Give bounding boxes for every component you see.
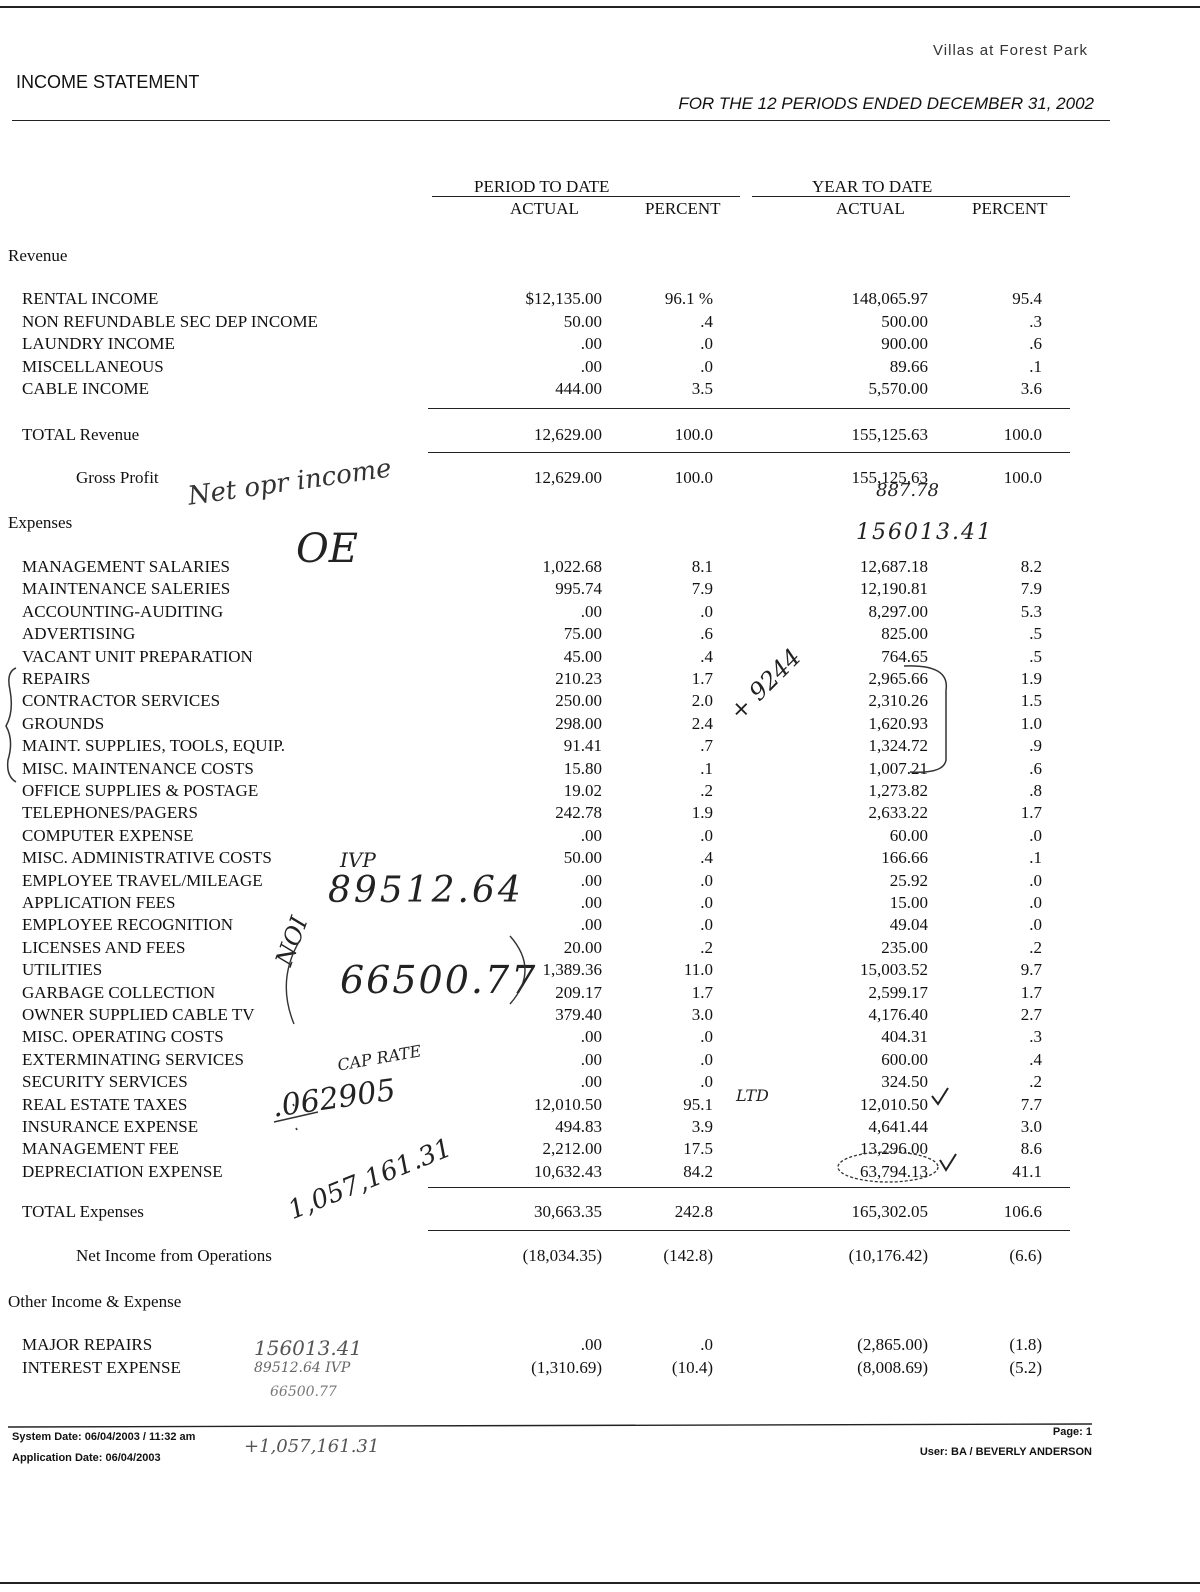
row-label: COMPUTER EXPENSE <box>22 825 194 845</box>
col-period-actual: ACTUAL <box>510 199 579 218</box>
year-actual: 2,965.66 <box>868 669 928 688</box>
noi-arc-right <box>510 936 525 1004</box>
year-actual: 12,687.18 <box>860 557 928 576</box>
year-actual: 12,190.81 <box>860 579 928 599</box>
year-percent: .0 <box>1029 870 1042 890</box>
period-percent: 242.8 <box>674 1202 713 1221</box>
year-actual: 4,641.44 <box>868 1117 928 1136</box>
section-expenses: Expenses <box>8 513 73 532</box>
row-label: OWNER SUPPLIED CABLE TV <box>22 1005 255 1024</box>
period-actual: 30,663.35 <box>534 1202 602 1221</box>
handwritten-oe: OE <box>296 526 358 572</box>
year-percent: 1.0 <box>1020 713 1042 733</box>
year-actual: (10,176.42) <box>848 1246 928 1265</box>
period-percent: .7 <box>700 736 713 756</box>
year-actual: 1,273.82 <box>868 781 928 800</box>
section-revenue: Revenue <box>8 246 68 265</box>
period-percent: 3.0 <box>691 1005 713 1024</box>
year-percent: 41.1 <box>1012 1161 1042 1181</box>
year-percent: .1 <box>1029 848 1042 868</box>
col-group-period: PERIOD TO DATE <box>474 177 610 196</box>
period-actual: .00 <box>580 1027 602 1047</box>
row-label: TOTAL Expenses <box>22 1202 144 1221</box>
row-label: EMPLOYEE RECOGNITION <box>22 915 234 935</box>
year-percent: (5.2) <box>1009 1357 1042 1377</box>
year-actual: 166.66 <box>881 848 928 868</box>
period-percent: 2.0 <box>691 691 713 711</box>
year-percent: .2 <box>1029 937 1042 957</box>
row-label: TELEPHONES/PAGERS <box>22 803 199 823</box>
year-actual: 49.04 <box>889 915 928 935</box>
period-actual: 444.00 <box>555 379 602 398</box>
period-actual: .00 <box>580 334 602 353</box>
row-label: INTEREST EXPENSE <box>22 1357 181 1377</box>
bottom-border <box>0 1582 1200 1584</box>
handwritten-cap-rate: CAP RATE <box>336 1041 423 1075</box>
handwritten-bracket-sum: + 9244 <box>724 643 807 726</box>
period-actual: .00 <box>580 870 602 890</box>
period-percent: .0 <box>700 893 713 912</box>
noi-arc-left <box>286 940 300 1024</box>
row-label: TOTAL Revenue <box>22 425 140 444</box>
period-actual: 20.00 <box>563 937 602 957</box>
row-label: MISC. ADMINISTRATIVE COSTS <box>22 848 272 868</box>
year-actual: 15,003.52 <box>860 960 928 980</box>
period-percent: .2 <box>700 781 713 800</box>
period-actual: 12,629.00 <box>534 468 602 487</box>
row-label: ADVERTISING <box>22 624 136 644</box>
period-actual: .00 <box>580 356 602 376</box>
handwritten-cap-value: .062905 <box>270 1072 398 1125</box>
row-label: MISC. OPERATING COSTS <box>22 1027 224 1047</box>
period-percent: 8.1 <box>691 557 713 576</box>
period-actual: .00 <box>580 915 602 935</box>
year-percent: 7.9 <box>1020 579 1042 599</box>
year-actual: 89.66 <box>889 356 928 376</box>
period-actual: 1,389.36 <box>542 960 602 980</box>
period-percent: 84.2 <box>683 1161 713 1181</box>
year-actual: (2,865.00) <box>857 1335 928 1354</box>
period-actual: 379.40 <box>555 1005 602 1024</box>
handwritten-ivp-label: IVP <box>340 848 376 872</box>
period-actual: .00 <box>580 1049 602 1069</box>
footer-rule <box>8 1424 1092 1427</box>
year-actual: 12,010.50 <box>860 1094 928 1114</box>
year-percent: 100.0 <box>1003 425 1042 444</box>
year-percent: 3.0 <box>1020 1117 1042 1136</box>
row-label: RENTAL INCOME <box>22 289 159 308</box>
year-percent: .8 <box>1029 781 1042 800</box>
year-percent: 1.7 <box>1020 803 1042 823</box>
row-label: MAINTENANCE SALERIES <box>22 579 231 599</box>
col-group-year: YEAR TO DATE <box>812 177 933 196</box>
year-actual: 8,297.00 <box>868 601 928 621</box>
check-mark-depreciation <box>940 1154 956 1170</box>
period-percent: .0 <box>700 825 713 845</box>
report-title: INCOME STATEMENT <box>16 72 200 92</box>
period-actual: 15.80 <box>563 758 602 778</box>
year-percent: 1.5 <box>1020 691 1042 711</box>
period-actual: .00 <box>580 1335 602 1354</box>
handwritten-ltd: LTD <box>736 1086 769 1105</box>
period-actual: 298.00 <box>555 713 602 733</box>
row-label: UTILITIES <box>22 960 103 980</box>
year-actual: 2,599.17 <box>868 982 928 1002</box>
year-actual: 155,125.63 <box>851 425 928 444</box>
period-percent: (10.4) <box>671 1357 713 1377</box>
check-mark-taxes <box>932 1088 948 1104</box>
year-actual: 15.00 <box>889 893 928 912</box>
row-label: CONTRACTOR SERVICES <box>22 691 221 711</box>
handwritten-ytd-total: 156013.41 <box>856 520 993 545</box>
year-percent: 1.9 <box>1020 669 1042 688</box>
row-label: MISCELLANEOUS <box>22 356 164 376</box>
period-percent: .0 <box>700 601 713 621</box>
year-actual: 825.00 <box>881 624 928 644</box>
row-label: SECURITY SERVICES <box>22 1072 188 1092</box>
row-label: CABLE INCOME <box>22 379 150 398</box>
period-actual: 210.23 <box>555 669 602 688</box>
year-percent: 2.7 <box>1020 1005 1042 1024</box>
row-label: MAINT. SUPPLIES, TOOLS, EQUIP. <box>22 736 286 756</box>
period-actual: 250.00 <box>555 691 602 711</box>
year-percent: 3.6 <box>1020 379 1042 398</box>
year-percent: .9 <box>1029 736 1042 756</box>
period-percent: 11.0 <box>683 960 713 980</box>
period-percent: .0 <box>700 1049 713 1069</box>
period-percent: .0 <box>700 334 713 353</box>
year-percent: 5.3 <box>1020 601 1042 621</box>
year-actual: 25.92 <box>889 870 928 890</box>
year-actual: 1,620.93 <box>868 713 928 733</box>
bracket-left-maintenance <box>6 668 16 782</box>
company-name: Villas at Forest Park <box>933 42 1088 59</box>
period-percent: 100.0 <box>674 425 713 444</box>
row-label: ACCOUNTING-AUDITING <box>22 601 224 621</box>
period-actual: 1,022.68 <box>542 557 602 576</box>
row-label: VACANT UNIT PREPARATION <box>22 646 253 666</box>
year-percent: 1.7 <box>1020 982 1042 1002</box>
year-actual: 1,324.72 <box>868 736 928 756</box>
row-label: Net Income from Operations <box>76 1246 272 1265</box>
handwritten-value-estimate: 1,057,161.31 <box>284 1132 457 1226</box>
year-actual: 1,007.21 <box>868 758 928 778</box>
row-label: GARBAGE COLLECTION <box>22 982 216 1002</box>
row-label: NON REFUNDABLE SEC DEP INCOME <box>22 311 318 331</box>
row-label: REAL ESTATE TAXES <box>22 1094 188 1114</box>
year-percent: .0 <box>1029 915 1042 935</box>
period-percent: 100.0 <box>674 468 713 487</box>
period-percent: .1 <box>700 758 713 778</box>
year-percent: .3 <box>1029 311 1042 331</box>
handwritten-foot-4: +1,057,161.31 <box>244 1436 380 1457</box>
handwritten-foot-1: 156013.41 <box>254 1336 363 1360</box>
period-percent: 17.5 <box>683 1139 713 1159</box>
handwritten-ytd-add: 887.78 <box>876 480 939 501</box>
period-percent: (142.8) <box>663 1246 713 1265</box>
report-period: FOR THE 12 PERIODS ENDED DECEMBER 31, 2002 <box>678 94 1094 113</box>
period-percent: 3.5 <box>691 379 713 398</box>
year-actual: (8,008.69) <box>857 1357 928 1377</box>
period-actual: 12,629.00 <box>534 425 602 444</box>
year-percent: 7.7 <box>1020 1094 1042 1114</box>
period-actual: 91.41 <box>563 736 602 756</box>
year-percent: .4 <box>1029 1049 1042 1069</box>
row-label: MISC. MAINTENANCE COSTS <box>22 758 254 778</box>
year-percent: (6.6) <box>1009 1246 1042 1265</box>
year-actual: 2,310.26 <box>868 691 928 711</box>
period-actual: 45.00 <box>563 646 602 666</box>
year-actual: 63,794.13 <box>860 1161 928 1181</box>
year-percent: 8.6 <box>1020 1139 1042 1159</box>
row-label: DEPRECIATION EXPENSE <box>22 1161 223 1181</box>
year-actual: 764.65 <box>881 646 928 666</box>
period-actual: 242.78 <box>555 803 602 823</box>
row-label: MANAGEMENT SALARIES <box>22 557 230 576</box>
year-percent: .1 <box>1029 356 1042 376</box>
period-actual: .00 <box>580 601 602 621</box>
bracket-right-maintenance <box>904 666 946 772</box>
period-percent: 1.9 <box>691 803 713 823</box>
period-percent: 96.1 % <box>664 289 713 308</box>
row-label: APPLICATION FEES <box>22 893 176 912</box>
row-label: REPAIRS <box>22 669 91 688</box>
year-actual: 900.00 <box>881 334 928 353</box>
year-actual: 404.31 <box>881 1027 928 1047</box>
year-percent: 9.7 <box>1020 960 1042 980</box>
handwritten-foot-2: 89512.64 IVP <box>254 1360 351 1376</box>
period-actual: 2,212.00 <box>542 1139 602 1159</box>
period-actual: 75.00 <box>563 624 602 644</box>
year-percent: .6 <box>1029 334 1042 353</box>
period-percent: .6 <box>700 624 713 644</box>
year-percent: 100.0 <box>1003 468 1042 487</box>
period-percent: .4 <box>700 646 713 666</box>
page-number: Page: 1 <box>1052 1426 1092 1438</box>
period-percent: .4 <box>700 311 713 331</box>
year-actual: 600.00 <box>881 1049 928 1069</box>
period-percent: .0 <box>700 1335 713 1354</box>
section-other: Other Income & Expense <box>8 1292 182 1311</box>
year-actual: 5,570.00 <box>868 379 928 398</box>
period-percent: .4 <box>700 848 713 868</box>
year-percent: .5 <box>1029 624 1042 644</box>
year-actual: 165,302.05 <box>851 1202 928 1221</box>
year-actual: 235.00 <box>881 937 928 957</box>
year-percent: .3 <box>1029 1027 1042 1047</box>
col-period-percent: PERCENT <box>645 199 721 218</box>
system-date: System Date: 06/04/2003 / 11:32 am <box>12 1431 196 1443</box>
period-actual: 995.74 <box>555 579 602 599</box>
row-label: OFFICE SUPPLIES & POSTAGE <box>22 781 259 800</box>
period-percent: .0 <box>700 1027 713 1047</box>
col-year-actual: ACTUAL <box>836 199 905 218</box>
period-percent: 7.9 <box>691 579 713 599</box>
application-date: Application Date: 06/04/2003 <box>12 1452 161 1464</box>
year-percent: .2 <box>1029 1072 1042 1092</box>
period-actual: 50.00 <box>563 848 602 868</box>
period-actual: 12,010.50 <box>534 1094 602 1114</box>
period-percent: .0 <box>700 356 713 376</box>
handwritten-ivp-value: 89512.64 <box>328 870 524 911</box>
period-percent: .0 <box>700 1072 713 1092</box>
period-percent: 1.7 <box>691 669 713 688</box>
period-actual: 50.00 <box>563 311 602 331</box>
period-actual: .00 <box>580 1072 602 1092</box>
row-label: LAUNDRY INCOME <box>22 334 175 353</box>
period-actual: 10,632.43 <box>534 1161 602 1181</box>
period-percent: 2.4 <box>691 713 713 733</box>
year-actual: 148,065.97 <box>851 289 928 308</box>
period-percent: .0 <box>700 870 713 890</box>
year-actual: 324.50 <box>881 1072 928 1092</box>
row-label: EMPLOYEE TRAVEL/MILEAGE <box>22 870 263 890</box>
period-percent: 1.7 <box>691 982 713 1002</box>
year-percent: 95.4 <box>1012 289 1042 308</box>
period-actual: .00 <box>580 893 602 912</box>
year-percent: 8.2 <box>1020 557 1042 576</box>
period-actual: (18,034.35) <box>522 1246 602 1265</box>
year-percent: (1.8) <box>1009 1335 1042 1354</box>
row-label: MANAGEMENT FEE <box>22 1139 179 1159</box>
period-actual: .00 <box>580 825 602 845</box>
handwritten-foot-3: 66500.77 <box>270 1384 337 1400</box>
period-percent: 95.1 <box>683 1094 713 1114</box>
divide-mark <box>274 1104 318 1130</box>
year-actual: 155,125.63 <box>851 468 928 487</box>
row-label: Gross Profit <box>76 468 159 487</box>
user-name: User: BA / BEVERLY ANDERSON <box>919 1446 1092 1458</box>
col-year-percent: PERCENT <box>972 199 1048 218</box>
year-percent: .0 <box>1029 825 1042 845</box>
period-actual: 209.17 <box>555 982 602 1002</box>
row-label: INSURANCE EXPENSE <box>22 1117 199 1136</box>
year-actual: 60.00 <box>889 825 928 845</box>
year-percent: .5 <box>1029 646 1042 666</box>
period-actual: $12,135.00 <box>525 289 602 308</box>
depreciation-circle <box>838 1152 938 1182</box>
year-actual: 13,296.00 <box>860 1139 928 1159</box>
handwritten-noi-label: NOI <box>270 912 314 970</box>
period-actual: 19.02 <box>563 781 602 800</box>
period-actual: (1,310.69) <box>531 1357 602 1377</box>
handwritten-noi-value: 66500.77 <box>340 958 538 1002</box>
row-label: MAJOR REPAIRS <box>22 1335 153 1354</box>
handwritten-net-opr: Net opr income <box>186 453 394 512</box>
year-percent: .6 <box>1029 758 1042 778</box>
year-actual: 500.00 <box>881 311 928 331</box>
period-percent: .0 <box>700 915 713 935</box>
year-actual: 4,176.40 <box>868 1005 928 1024</box>
row-label: LICENSES AND FEES <box>22 937 186 957</box>
period-actual: 494.83 <box>555 1117 602 1136</box>
period-percent: .2 <box>700 937 713 957</box>
year-percent: .0 <box>1029 893 1042 912</box>
row-label: GROUNDS <box>22 713 105 733</box>
period-percent: 3.9 <box>691 1117 713 1136</box>
year-percent: 106.6 <box>1003 1202 1042 1221</box>
year-actual: 2,633.22 <box>868 803 928 823</box>
row-label: EXTERMINATING SERVICES <box>22 1049 244 1069</box>
